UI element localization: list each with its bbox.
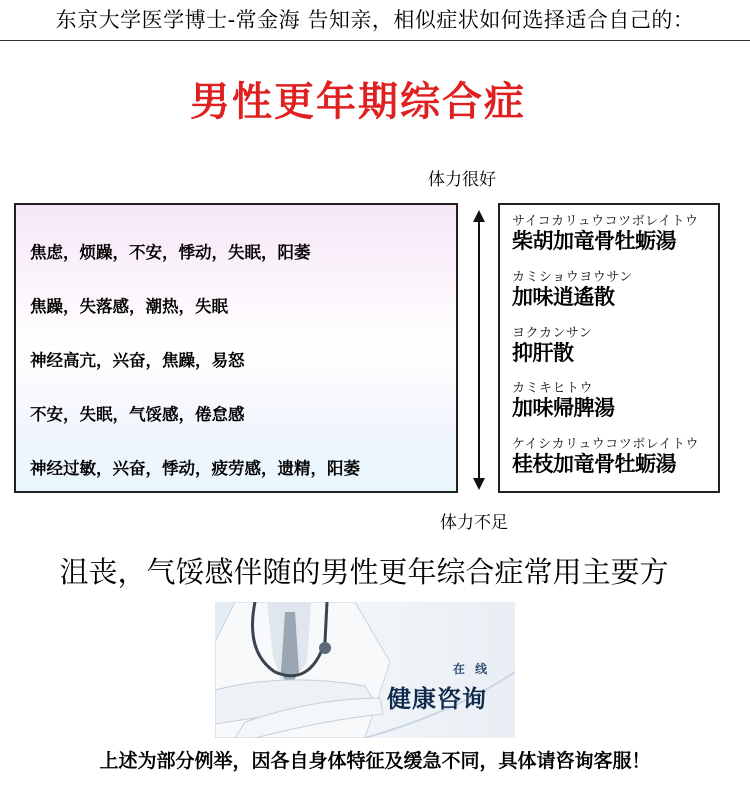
scale-bottom-label: 体力不足 [440, 513, 508, 533]
symptom-item: 焦躁，失落感，潮热，失眠 [30, 297, 228, 316]
remedy-kana: ケイシカリュウコツボレイトウ [512, 437, 700, 452]
remedy-item [512, 271, 633, 309]
remedy-name: 抑肝散 [512, 340, 574, 365]
banner-online-label: 在 线 [453, 662, 491, 676]
remedy-kana: ヨクカンサン [512, 326, 593, 341]
remedy-item [512, 327, 592, 365]
banner-consult-label: 健康咨询 [387, 685, 487, 713]
remedy-name: 加味帰脾湯 [512, 395, 615, 420]
symptom-item: 不安，失眠，气馁感，倦怠感 [30, 405, 245, 424]
scale-top-label: 体力很好 [428, 170, 496, 190]
remedy-name: 加味逍遙散 [512, 284, 615, 309]
remedy-kana: カミキヒトウ [512, 381, 594, 396]
section-subtitle: 沮丧，气馁感伴随的男性更年综合症常用主要方 [59, 555, 669, 589]
symptom-item: 神经过敏，兴奋，悸动，疲劳感，遗精，阳萎 [30, 459, 360, 478]
page-title: 男性更年期综合症 [190, 79, 526, 125]
symptom-item: 神经高亢，兴奋，焦躁，易怒 [30, 351, 245, 370]
remedy-kana: サイコカリュウコツボレイトウ [512, 214, 699, 229]
remedy-name: 桂枝加竜骨牡蛎湯 [512, 451, 676, 476]
symptom-list [14, 203, 458, 493]
remedy-kana: カミショウヨウサン [512, 270, 633, 285]
strength-scale-arrow-icon [469, 210, 489, 490]
footer-note: 上述为部分例举，因各自身体特征及缓急不同，具体请咨询客服！ [99, 750, 651, 772]
header-notice: 东京大学医学博士-常金海 告知亲，相似症状如何选择适合自己的： [0, 0, 750, 41]
online-consult-banner[interactable] [215, 602, 515, 738]
remedy-item [512, 215, 699, 253]
symptom-item: 焦虑，烦躁，不安，悸动，失眠，阳萎 [30, 243, 311, 262]
remedy-item [512, 382, 615, 420]
remedy-item [512, 438, 699, 476]
remedy-list [498, 203, 720, 493]
remedy-name: 柴胡加竜骨牡蛎湯 [512, 228, 676, 253]
